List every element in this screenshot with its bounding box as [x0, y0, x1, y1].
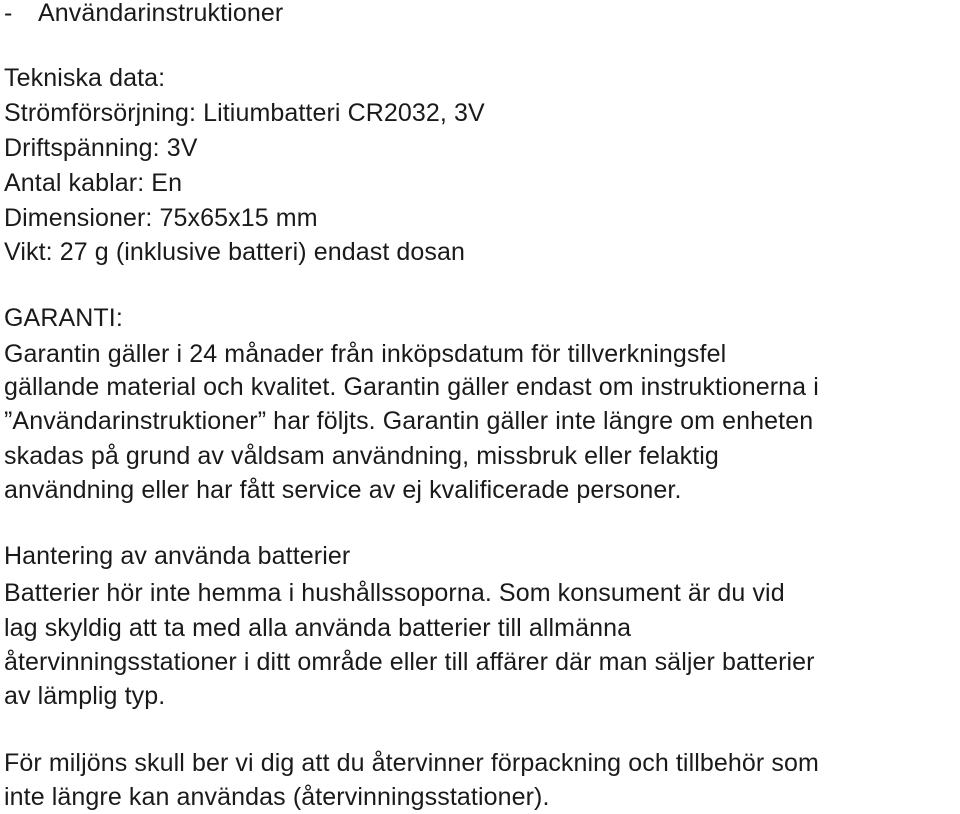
list-dash: - [4, 0, 13, 27]
warranty-line: skadas på grund av våldsam användning, missbruk eller felaktig [4, 442, 719, 470]
warranty-line: användning eller har fått service av ej kvalificerade personer. [4, 476, 682, 504]
technical-heading: Tekniska data: [4, 64, 166, 92]
page-title: Användarinstruktioner [38, 0, 284, 27]
warranty-line: Garantin gäller i 24 månader från inköpsdatum för tillverkningsfel [4, 340, 727, 368]
technical-line: Driftspänning: 3V [4, 134, 198, 162]
batteries-line: återvinningsstationer i ditt område eller till affärer där man säljer batterier [4, 648, 815, 676]
technical-line: Vikt: 27 g (inklusive batteri) endast dosan [4, 238, 466, 266]
batteries-line: lag skyldig att ta med alla använda batterier till allmänna [4, 614, 632, 642]
batteries-line: av lämplig typ. [4, 682, 166, 710]
technical-line: Antal kablar: En [4, 169, 183, 197]
batteries-heading: Hantering av använda batterier [4, 542, 351, 570]
environment-line: För miljöns skull ber vi dig att du återvinner förpackning och tillbehör som [4, 749, 819, 777]
technical-line: Dimensioner: 75x65x15 mm [4, 204, 318, 232]
technical-line: Strömförsörjning: Litiumbatteri CR2032, 3V [4, 99, 485, 127]
environment-line: inte längre kan användas (återvinningsstationer). [4, 783, 550, 811]
warranty-heading: GARANTI: [4, 304, 123, 332]
warranty-line: ”Användarinstruktioner” har följts. Garantin gäller inte längre om enheten [4, 407, 814, 435]
batteries-line: Batterier hör inte hemma i hushållssoporna. Som konsument är du vid [4, 579, 785, 607]
warranty-line: gällande material och kvalitet. Garantin gäller endast om instruktionerna i [4, 373, 819, 401]
